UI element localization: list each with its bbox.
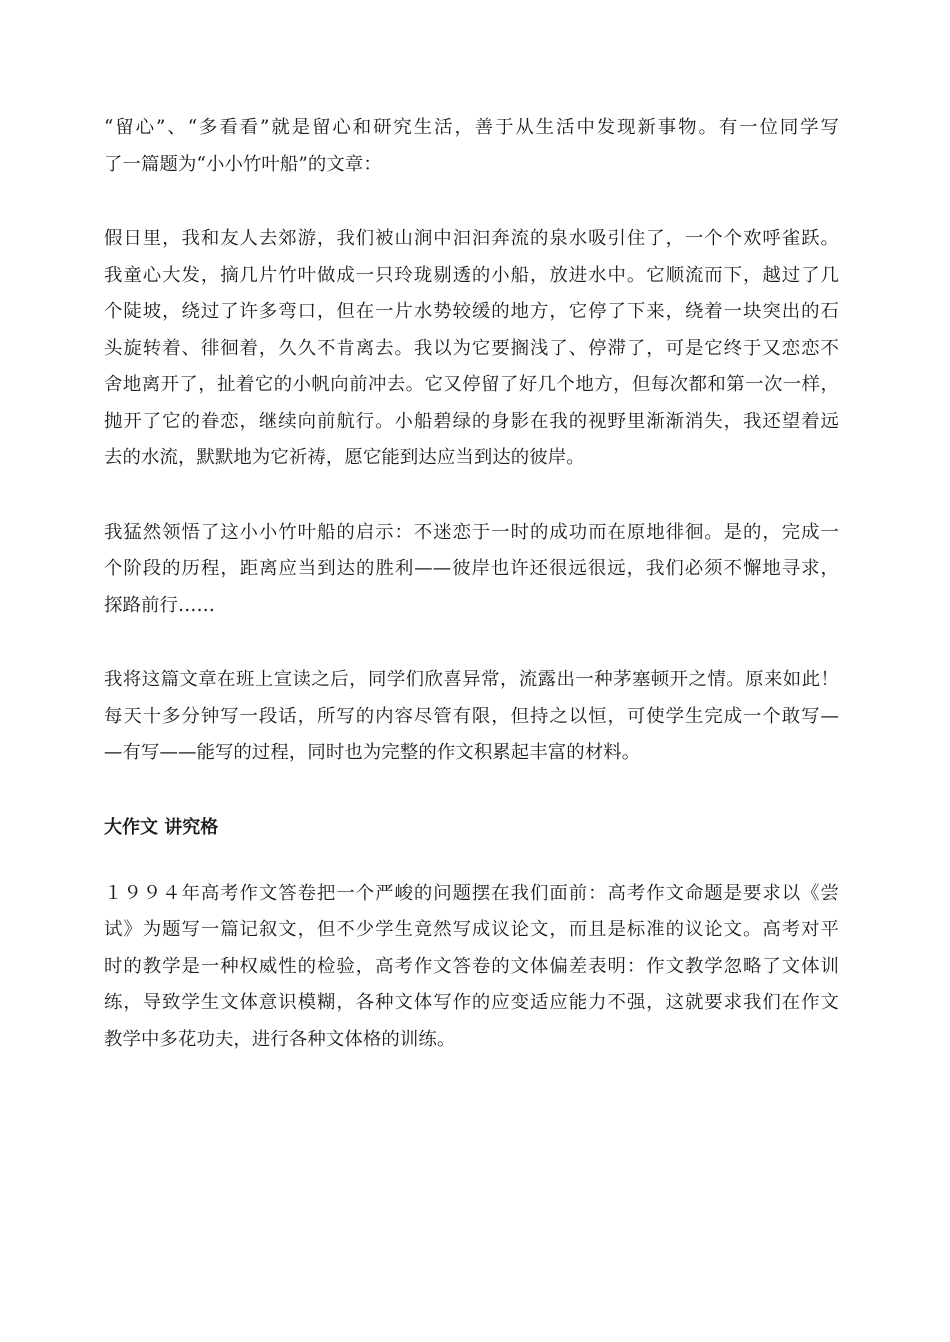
text-line: 探路前行……: [104, 594, 215, 616]
paragraph-essay-body: [104, 221, 839, 477]
text-line: 去的水流，默默地为它祈祷，愿它能到达应当到达的彼岸。: [104, 447, 585, 468]
text-line: 抛开了它的眷恋，继续向前航行。小船碧绿的身影在我的视野里渐渐消失，我还望着远: [104, 410, 839, 432]
text-line: 教学中多花功夫，进行各种文体格的训练。: [104, 1028, 456, 1050]
text-line: 试》为题写一篇记叙文，但不少学生竟然写成议论文，而且是标准的议论文。高考对平: [104, 919, 839, 940]
text-line: 时的教学是一种权威性的检验，高考作文答卷的文体偏差表明：作文教学忽略了文体训: [104, 955, 839, 977]
paragraph-1994-exam: [104, 876, 839, 1059]
text-line: 我猛然领悟了这小小竹叶船的启示：不迷恋于一时的成功而在原地徘徊。是的，完成一: [104, 521, 839, 543]
text-line: １９９４年高考作文答卷把一个严峻的问题摆在我们面前：高考作文命题是要求以《尝: [104, 882, 839, 904]
text-line: 我童心大发，摘几片竹叶做成一只玲珑剔透的小船，放进水中。它顺流而下，越过了几: [104, 264, 839, 286]
text-line: 我将这篇文章在班上宣读之后，同学们欣喜异常，流露出一种茅塞顿开之情。原来如此！: [104, 669, 839, 690]
paragraph-essay-insight: [104, 515, 839, 625]
section-heading: 大作文 讲究格: [104, 816, 219, 838]
text-line: 个陡坡，绕过了许多弯口，但在一片水势较缓的地方，它停了下来，绕着一块突出的石: [104, 301, 839, 322]
text-line: 了一篇题为“小小竹叶船”的文章：: [104, 153, 382, 175]
text-line: “留心”、“多看看”就是留心和研究生活，善于从生活中发现新事物。有一位同学写: [104, 117, 839, 138]
text-line: 假日里，我和友人去郊游，我们被山涧中汩汩奔流的泉水吸引住了，一个个欢呼雀跃。: [104, 228, 839, 249]
document-page: [104, 110, 839, 1058]
paragraph-intro: [104, 110, 839, 183]
text-line: 舍地离开了，扯着它的小帆向前冲去。它又停留了好几个地方，但每次都和第一次一样，: [104, 374, 839, 395]
text-line: 头旋转着、徘徊着，久久不肯离去。我以为它要搁浅了、停滞了，可是它终于又恋恋不: [104, 337, 839, 359]
text-line: 个阶段的历程，距离应当到达的胜利——彼岸也许还很远很远，我们必须不懈地寻求，: [104, 558, 839, 579]
paragraph-reflection: [104, 662, 839, 772]
text-line: 每天十多分钟写一段话，所写的内容尽管有限，但持之以恒，可使学生完成一个敢写—: [104, 705, 839, 727]
text-line: 练，导致学生文体意识模糊，各种文体写作的应变适应能力不强，这就要求我们在作文: [104, 992, 839, 1013]
text-line: —有写——能写的过程，同时也为完整的作文积累起丰富的材料。: [104, 742, 641, 763]
